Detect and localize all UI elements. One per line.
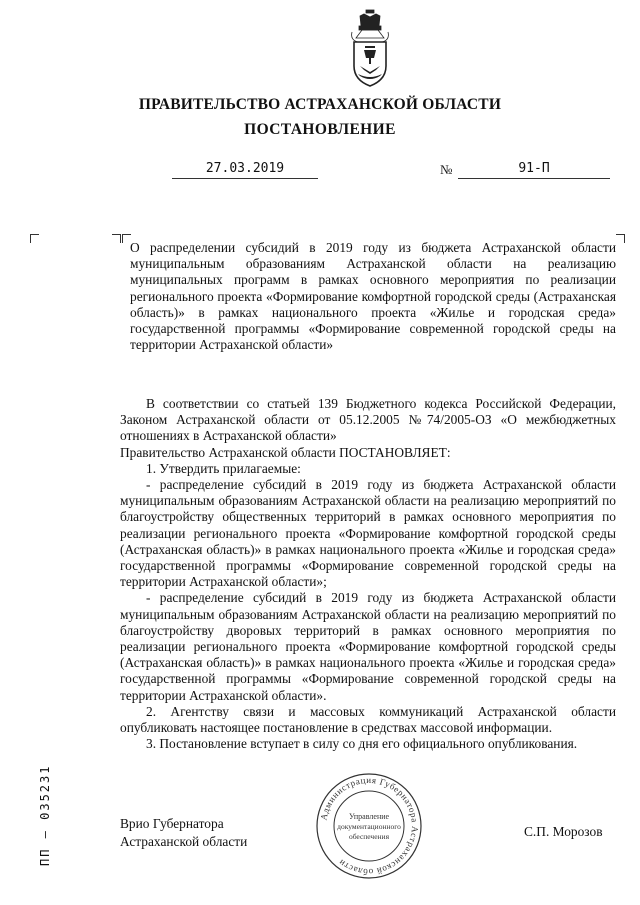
- clause-2: 2. Агентству связи и массовых коммуникаций Астраханской области опубликовать настоящее постановление в средствах массовой информации.: [120, 703, 616, 736]
- organization-title: ПРАВИТЕЛЬСТВО АСТРАХАНСКОЙ ОБЛАСТИ: [138, 96, 502, 113]
- clause-1: 1. Утвердить прилагаемые:: [146, 460, 301, 476]
- preamble-paragraph: В соответствии со статьей 139 Бюджетного кодекса Российской Федерации, Законом Астраханской области от 05.12.2005 №74/2005-ОЗ «О межбюджетных отношениях в Астраханской области»: [120, 396, 616, 444]
- stamp-center-line2: документационного: [337, 822, 401, 831]
- clause-3: 3. Постановление вступает в силу со дня его официального опубликования.: [146, 736, 578, 752]
- office-stamp: [314, 771, 424, 881]
- margin-corner-mark: [112, 234, 121, 243]
- margin-corner-mark: [30, 234, 39, 243]
- signatory-position-line2: Астраханской области: [120, 834, 248, 849]
- document-type: ПОСТАНОВЛЕНИЕ: [244, 121, 396, 138]
- document-subject: О распределении субсидий в 2019 году из бюджета Астраханской области муниципальным образованиям Астраханской области на реализацию муниципальных программ в рамках основного мероприятия по реализации регионального проекта «Формирование комфортной городской среды (Астраханская область)» в рамках национального проекта «Жилье и городская среда» государственной программы «Формирование современной городской среды на территории Астраханской области»: [130, 240, 616, 353]
- clause-1-item-yard: - распределение субсидий в 2019 году из бюджета Астраханской области муниципальным образованиям Астраханской области на реализацию мероприятий по благоустройству дворовых территорий в рамках основного мероприятия по реализации регионального проекта «Формирование комфортной городской среды (Астраханская область)» в рамках национального проекта «Жилье и городская среда» государственной программы «Формирование современной городской среды на территории Астраханской области».: [120, 590, 616, 703]
- signatory-position-line1: Врио Губернатора: [120, 816, 224, 831]
- resolution-line: Правительство Астраханской области ПОСТАНОВЛЯЕТ:: [120, 444, 451, 460]
- document-date: 27.03.2019: [172, 160, 318, 179]
- signatory-name: С.П. Морозов: [524, 824, 603, 839]
- document-body: [120, 396, 616, 752]
- coat-of-arms-icon: [346, 8, 394, 88]
- signatory-position: [120, 815, 247, 851]
- document-number: 91-П: [458, 160, 610, 179]
- serial-number: ПП – 035231: [38, 764, 52, 866]
- clause-1-item-public: - распределение субсидий в 2019 году из бюджета Астраханской области муниципальным образованиям Астраханской области на реализацию мероприятий по благоустройству общественных территорий в рамках основного мероприятия по реализации регионального проекта «Формирование комфортной городской среды (Астраханская область)» в рамках национального проекта «Жилье и городская среда» государственной программы «Формирование современной городской среды на территории Астраханской области»;: [120, 477, 616, 590]
- number-label: №: [440, 162, 453, 177]
- stamp-center-line1: Управление: [348, 812, 390, 821]
- margin-corner-mark: [616, 234, 625, 243]
- stamp-ring-text: Администрация Губернатора Астраханской области: [318, 774, 421, 878]
- stamp-center-line3: обеспечения: [348, 832, 390, 841]
